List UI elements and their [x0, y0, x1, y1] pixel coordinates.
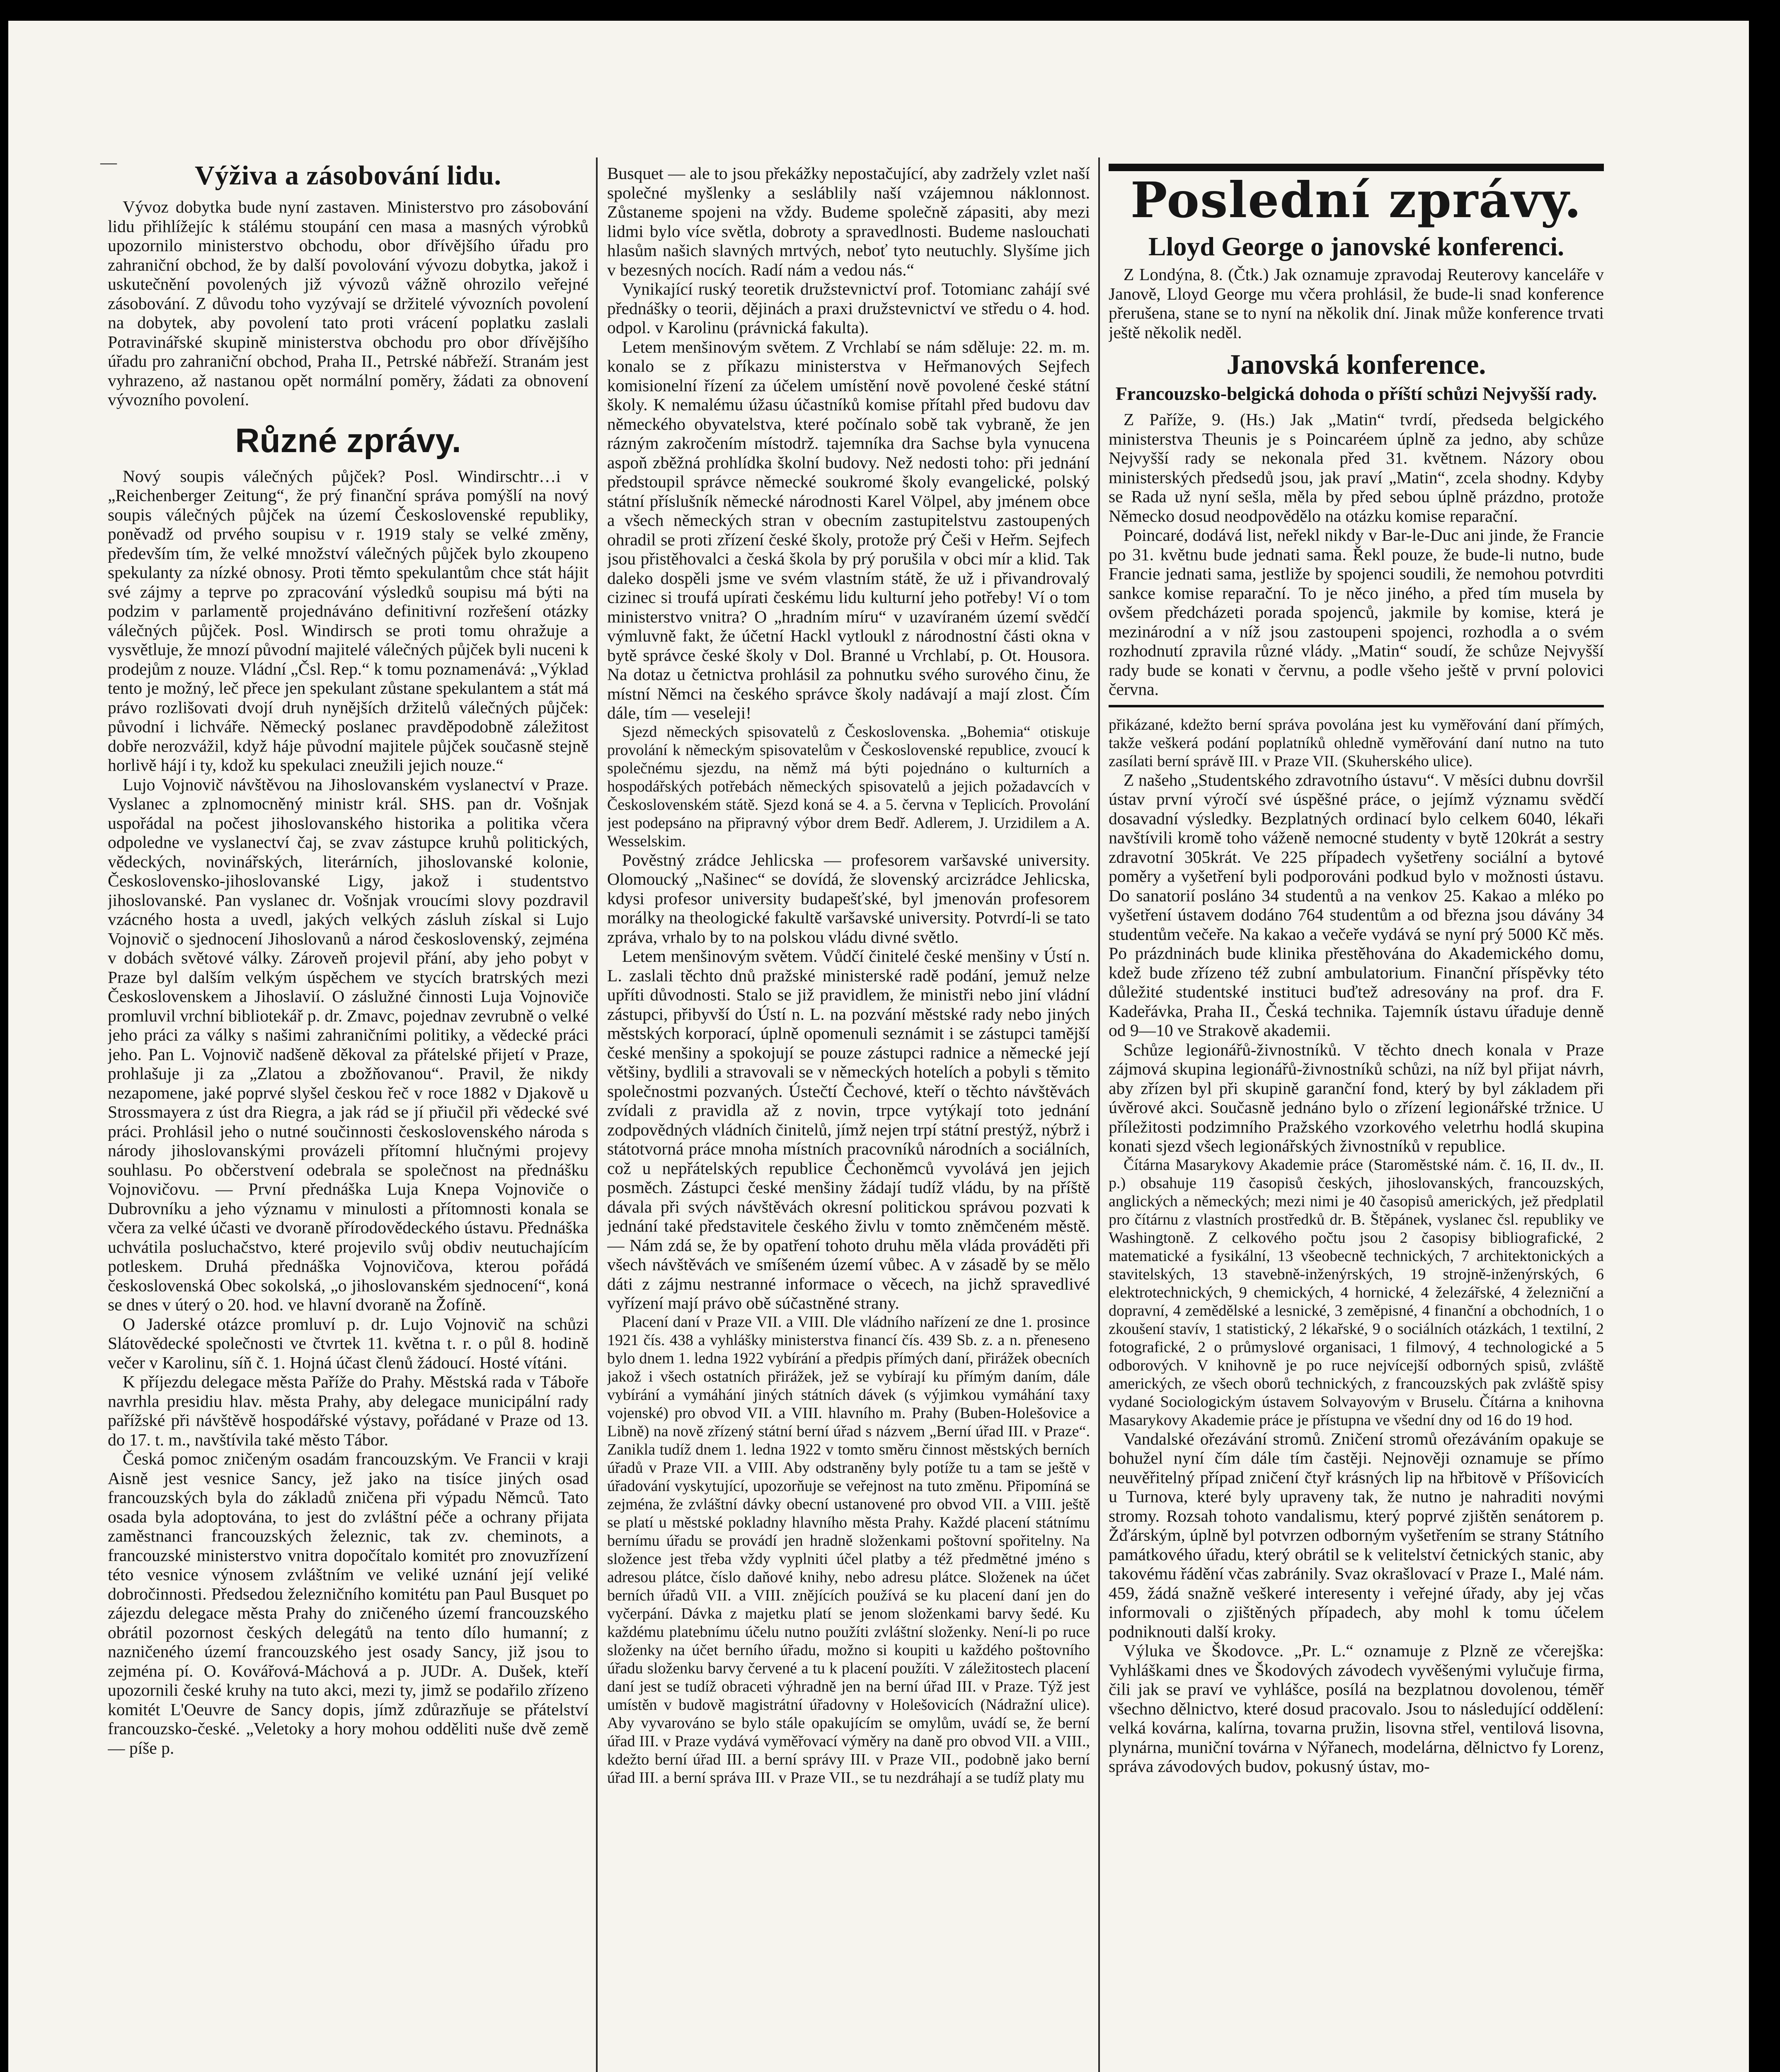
article-vyluka-skodovka: Výluka ve Škodovce. „Pr. L.“ oznamuje z Plzně ze včerejška: Vyhláškami dnes ve Škodových závodech vyvěšenými vylučuje firma, čili jak se praví ve vyhlášce, posílá na bezplatnou dovolenou, téměř všechno dělnictvo, které dosud pracovalo. Jsou to následující oddělení: velká kovárna, kalírna, tovarna pružin, lisovna střel, ventilová lisovna, plynárna, muniční továrna v Nýřanech, modelárna, dělnictvo fy Lorenz, správa závodových budov, pokusný ústav, mo- — [1109, 1641, 1604, 1776]
article-vyvoz-dobytka: Vývoz dobytka bude nyní zastaven. Ministerstvo pro zásobování lidu přihlížejíc k stálému stoupání cen masa a masných výrobků upozornilo ministerstvo obchodu, obor dřívějšího úřadu pro zahraniční obchod, že by další povolování vývozu dobytka, jakož i uskutečnění povolených již vývozů vážně ohrozilo veřejné zásobování. Z důvodu toho vyzývají se držitelé vývozních povolení na dobytek, aby povolení tato proti vrácení poplatku zaslali Potravinářské skupině ministerstva obchodu pro obor dřívějšího úřadu pro zahraniční obchod, Praha II., Petrské nábřeží. Stranám jest vyhrazeno, až nastanou opět normální poměry, žádati za obnovení vývozního povolení. — [108, 197, 588, 409]
article-totomianc: Vynikající ruský teoretik družstevnictví prof. Totomianc zahájí své přednášky o teorii, dějinách a praxi družstevnictví ve středu o 4. hod. odpol. v Karolinu (právnická fakulta). — [607, 279, 1090, 337]
column-3 — [1109, 164, 1604, 2072]
article-usti: Letem menšinovým světem. Vůdčí činitelé české menšiny v Ústí n. L. zaslali těchto dnů pražské ministerské radě podání, jemuž nelze upříti důvodnosti. Stalo se již pravidlem, že ministři nebo jiní vládní zástupci, přibyvší do Ústí n. L. na pozvání městské rady nebo jiných městských korporací, úplně opomenuli seznámit i se zástupci tamější české menšiny a spokojují se pouze zástupci radnice a německé její většiny, bydlili a stravovali se v německých hotelích a pobyli s těmito společnostmi pozvaných. Ústečtí Čechové, kteří o těchto návštěvách zvídali z pravidla až z novin, trpce vytýkají toto jednání zodpovědných vládních činitelů, jímž nejen trpí státní prestýž, nýbrž i státotvorná práce mnoha místních pracovníků národních a sociálních, což u nepřátelských republice Čechoněmců vyvolává jen jejich posměch. Zástupci české menšiny žádají tudíž vládu, by na příště dávala při svých návštěvách okresní politickou správou pozvati k jednání také představitele českého živlu v tomto zněmčeném městě. — Nám zdá se, že by opatření tohoto druhu měla vláda prováděti při všech návštěvách ve smíšeném území vůbec. A v zásadě by se mělo dáti z zájmu nestranné informace o věcech, na jichž spravedlivé vyřízení mají právo obě súčastněné strany. — [607, 946, 1090, 1312]
column-rule-2 — [1098, 157, 1100, 2072]
article-citarna: Čítárna Masarykovy Akademie práce (Staroměstské nám. č. 16, II. dv., II. p.) obsahuje 119 časopisů českých, jihoslovanských, francouzských, anglických a německých; mezi nimi je 40 časopisů amerických, jež předplatil pro čítárnu z vlastních prostředků dr. B. Štěpánek, vyslanec čsl. republiky ve Washingtoně. Z celkového počtu jsou 2 časopisy bibliografické, 2 matematické a fysikální, 13 všeobecně technických, 7 architektonických a stavitelských, 13 stavebně-inženýrských, 19 strojně-inženýrských, 6 elektrotechnických, 9 chemických, 4 hornické, 4 železářské, 4 železniční a dopravní, 4 zemědělské a lesnické, 3 zeměpisné, 4 finanční a obchodních, 1 o zkoušení stavív, 1 statistický, 2 lékařské, 9 o sociálních otázkách, 1 textilní, 2 fotografické, 2 o průmyslové organisaci, 1 filmový, 4 technologické a 5 odborových. V knihovně je po ruce nejvícejší odborných spisů, zvláště amerických, ze všech oborů technických, z francouzských pak zvláště spisy vydané Sociologickým ústavem Solvayovým v Bruselu. Čítárna a knihovna Masarykovy Akademie práce je přístupna ve všední dny od 16 do 19 hod. — [1109, 1156, 1604, 1429]
article-jehlicska: Pověstný zrádce Jehlicska — profesorem varšavské university. Olomoucký „Našinec“ se dovídá, že slovenský arcizrádce Jehlicska, kdysi profesor university budapešťské, byl jmenován profesorem morálky na theologické fakultě varšavské university. Potvrdí-li se tato zpráva, vrhalo by to na polskou vládu divné světlo. — [607, 850, 1090, 946]
article-ceska-pomoc: Česká pomoc zničeným osadám francouzským. Ve Francii v kraji Aisně jest vesnice Sancy, jež jako na tisíce jiných osad francouzských byla do základů zničena při výpadu Němců. Tato osada byla adoptována, to jest do zvláštní péče a ochrany přijata zaměstnanci francouzských železnic, tak zv. cheminots, a francouzské ministerstvo vnitra dopočítalo komitét pro znovuzřízení této vesnice výnosem zvláštním ve veliké uznání její veliké dobročinnosti. Předsedou železničního komitétu pan Paul Busquet po zájezdu delegace města Prahy do zničeného území francouzského obrátil pozornost českých delegátů na tento dílo humanní; z nazničeného území francouzského jest osady Sancy, již jsou to zejména pí. O. Kovářová-Máchová a p. JUDr. A. Dušek, kteří upozornili české kruhy na tuto akci, mezi ty, jimž se podařilo zřízeno komitét L'Oeuvre de Sancy dopis, jímž zdůrazňuje se přátelství francouzsko-české. „Veletoky a hory mohou odděliti nuše dvě země — píše p. — [108, 1449, 588, 1757]
article-jaderska-otazka: O Jaderské otázce promluví p. dr. Lujo Vojnovič na schůzi Slátovědecké společnosti ve čtvrtek 11. května t. r. o půl 8. hodině večer v Karolinu, síň č. 1. Hojná účast členů žádoucí. Hosté vítáni. — [108, 1314, 588, 1372]
article-sjezd-spisovatelu: Sjezd německých spisovatelů z Československa. „Bohemia“ otiskuje provolání k německým spisovatelům v Československé republice, zvoucí k společnému sjezdu, na němž má býti pojednáno o kulturních a hospodářských potřebách německých spisovatelů a jejich požadavcích v Československém státě. Sjezd koná se 4. a 5. června v Teplicích. Provolání jest podepsáno na připravný výbor drem Bedř. Adlerem, J. Urzidilem a A. Wesselskim. — [607, 723, 1090, 850]
section-divider — [1109, 705, 1604, 707]
article-busquet-cont: Busquet — ale to jsou překážky nepostačující, aby zadržely vzlet naší společné myšlenky a sesláblily naší vzájemnou náklonnost. Zůstaneme spojeni na vždy. Budeme společně zápasiti, aby mezi lidmi bylo více světla, dobroty a spravedlnosti. Budeme naslouchati hlasům našich slavných mrtvých, neboť tyto neutuchly. Slyšíme jich v bezesných nocích. Radí nám a vedou nás.“ — [607, 164, 1090, 279]
heading-posledni-zpravy: Poslední zprávy. — [1130, 171, 1582, 229]
article-delegace-parize: K příjezdu delegace města Paříže do Prahy. Městská rada v Táboře navrhla presidiu hlav. města Prahy, aby delegace municipální rady pařížské při návštěvě hospodářské výstavy, pořádané v Praze od 13. do 17. t. m., navštívila také město Tábor. — [108, 1372, 588, 1449]
column-rule-1 — [596, 157, 598, 2072]
article-vojnovic: Lujo Vojnovič návštěvou na Jihoslovanském vyslanectví v Praze. Vyslanec a zplnomocněný ministr král. SHS. pan dr. Vošnjak uspořádal na počest jihoslovanského historika a politika včera odpoledne ve vyslanectví čaj, se zvav zástupce kruhů politických, vědeckých, novinářských, literárních, jihoslovanské kolonie, Československo-jihoslovanské Ligy, jakož i studentstvo jihoslovanské. Pan vyslanec dr. Vošnjak vroucími slovy pozdravil vzácného hosta a uvedl, jakých velkých zásluh získal si Lujo Vojnovič o sjednocení Jihoslovanů a národ československý, zejména v dobách světové války. Zároveň projevil přání, aby jeho pobyt v Praze byl dalším velkým úspěchem ve stycích bratrských mezi Československem a Jihoslavií. O záslužné činnosti Luja Vojnoviče promluvil vrchní bibliotekář p. dr. Zmavc, pojednav zevrubně o velké jeho práci za války s našimi zahraničními politiky, a vědecké práci jeho. Pan L. Vojnovič nadšeně děkoval za přátelské přijetí v Praze, prohlašuje ji za „Zlatou a zbožňovanou“. Pravil, že nikdy nezapomene, jaké poprvé slyšel českou řeč v roce 1882 v Djakově u Strossmayera z úst dra Riegra, a jak rád se jí přiučil při vědecké své práci. Prohlásil jeho o nutné součinnosti československého národa s národy jihoslovanskými provázeli přítomní hlučnými projevy souhlasu. Po občerstvení odebrala se společnost na přednášku Vojnovičovu. — První přednáška Luja Knepa Vojnoviče o Dubrovníku a jeho významu v minulosti a přítomnosti konala se včera za velké účasti ve dvoraně přírodovědeckého ústavu. Přednáška uchvátila posluchačstvo, které projevilo svůj obdiv neutuchajícím potleskem. Druhá přednáška Vojnovičova, kterou pořádá československá Obec sokolská, „o jihoslovanském sjednocení“, koná se dnes v úterý o 20. hod. ve hlavní dvoraně na Žofíně. — [108, 775, 588, 1314]
article-pariz: Z Paříže, 9. (Hs.) Jak „Matin“ tvrdí, předseda belgického ministerstva Theunis je s Poincaréem úplně za jedno, aby schůze Nejvyšší rady se nekonala před 31. květnem. Názory obou ministerských předsedů jsou, jak praví „Matin“, zcela shodny. Kdyby se Rada už nyní sešla, měla by před sebou úplně prázdno, protože Německo dosud neodpovědělo na otázku komise reparační. — [1109, 410, 1604, 525]
article-zdravotni-ustav: Z našeho „Studentského zdravotního ústavu“. V měsíci dubnu dovršil ústav první výročí své úspěšné práce, o jejímž významu svědčí dosavadní výsledky. Bezplatných ordinací bylo celkem 6040, lékaři navštívili kromě toho váženě nemocné studenty v bytě 120krát a sestry zdravotní 305krát. Ve 225 případech vyšetřeny sociální a bytové poměry a vyšetření byli podporováni podkud bylo v možnosti ústavu. Do sanatorií posláno 34 studentů a na venkov 25. Kakao a mléko po vyšetření ústavem dodáno 764 studentům a od března jsou dávány 34 studentům večeře. Na kakao a večeře vydává se nyní prý 5000 Kč měs. Po prázdninách bude klinika přestěhována do Akademického domu, kdež bude zřízeno též zubní ambulatorium. Finanční příspěvky této důležité studentské instituci buďtež adresovány na prof. dra F. Kadeřávka, Praha II., Česká technika. Tajemník ústavu úřaduje denně od 9—10 ve Strakově akademii. — [1109, 770, 1604, 1040]
article-poincare: Poincaré, dodává list, neřekl nikdy v Bar-le-Duc ani jinde, že Francie po 31. květnu bude jednati sama. Řekl pouze, že bude-li nutno, bude Francie jednati sama, jestliže by spojenci soudili, že nemohou potvrditi sankce komise reparační. To je něco jiného, a před tím musela by ovšem předcházeti porada spojenců, jakmile by komise, která je mezinárodní a v níž jsou zastoupeni spojenci, rozhodla a o svém rozhodnutí zpravila různé vlády. „Matin“ soudí, že schůze Nejvyšší rady bude se konati v červnu, a podle všeho ještě v první polovici června. — [1109, 525, 1604, 699]
article-legionari: Schůze legionářů-živnostníků. V těchto dnech konala v Praze zájmová skupina legionářů-živnostníků schůzi, na níž byl přijat návrh, aby zřízen byl při skupině garanční fond, který by byl základem při úvěrové akci. Současně jednáno bylo o zřízení legionářské tržnice. U příležitosti podzimního Pražského vzorkového veletrhu hodlá skupina konati sjezd všech legionářských živnostníků v republice. — [1109, 1040, 1604, 1155]
article-vandalske-orezavani: Vandalské ořezávání stromů. Zničení stromů ořezáváním opakuje se bohužel nyní čím dále tím častěji. Nejnověji oznamuje se přímo neuvěřitelný případ zničení čtyř krásných lip na hřbitově v Příšovicích u Turnova, které byly upraveny tak, že nutno je nahraditi novými stromy. Rozsah tohoto vandalismu, který poprvé zjištěn senátorem p. Žďárským, úplně byl potvrzen odborným vyšetřením se strany Státního památkového úřadu, který obrátil se k velitelství četnických stanic, aby takovému řádění včas zabránily. Svaz okrašlovací v Praze I., Malé nám. 459, žádá snažně veškeré interesenty i veřejné úřady, aby jej včas informovali o zjištěných případech, aby mohl k tomu účelem podniknouti další kroky. — [1109, 1429, 1604, 1641]
column-2 — [607, 164, 1090, 2072]
latest-news-box — [1109, 164, 1604, 707]
column-1 — [108, 157, 588, 2072]
article-placeni-dani: Placení daní v Praze VII. a VIII. Dle vládního nařízení ze dne 1. prosince 1921 čís. 438 a vyhlášky ministerstva financí čís. 439 Sb. z. a n. přeneseno bylo dnem 1. ledna 1922 vybírání a předpis přímých daní, přirážek obecních jakož i všech ostatních přirážek, jež se vybírají ku přímým daním, dále vybírání a vymáhání jiných státních dávek (s výjimkou vymáhání taxy vojenské) pro obvod VII. a VIII. hlavního m. Prahy (Buben-Holešovice a Libně) na nově zřízený státní berní úřad s názvem „Berní úřad III. v Praze“. Zanikla tudíž dnem 1. ledna 1922 v tomto směru činnost městských berních úřadů v Praze VII. a VIII. Aby odstraněny byly potíže tu a tam se ještě v úřadování vyskytující, upozorňuje se veřejnost na tuto změnu. Připomíná se zejména, že zvláštní dávky obecní ustanovené pro obvod VII. a VIII. ještě se platí u městské pokladny hlavního města Prahy. Každé placení státnímu bernímu úřadu se provádí jen hradně složenkami poštovní spořitelny. Na složence jest třeba vždy vyplniti účel platby a též předmětné jméno s adresou plátce, číslo daňové knihy, nebo adresu plátce. Složenek na účet berních úřadů VII. a VIII. znějících používá se ku placení daní jen do vyčerpání. Dávka z majetku platí se jenom složenkami barvy šedé. Ku každému platebnímu účelu nutno použíti zvláštní složenky. Není-li po ruce složenky na účet berního úřadu, možno si koupiti u každého poštovního úřadu složenku barvy červené a tu k placení použíti. V záležitostech placení daní jest se tudíž obraceti výhradně jen na berní úřad III. v Praze. Týž jest umístěn v budově magistrátní úřadovny v Holešovicích (Nádražní ulice). Aby vyvarováno se bylo stále opakujícím se omylům, uvádí se, že berní úřad III. v Praze vydává vyměřovací výměry na daně pro obvod VII. a VIII., kdežto berní úřad III. a berní správy III. v Praze VII., podobně jako berní úřad III. a berní správa III. v Praze VII., se tu nezdráhají a se tudíž platy mu — [607, 1313, 1090, 1786]
article-berni-sprava-cont: přikázané, kdežto berní správa povolána jest ku vyměřování daní přímých, takže veškerá podání poplatníků ohledně vyměřování daní nutno na tuto zasílati berní správě III. v Praze VII. (Skuherského ulice). — [1109, 716, 1604, 770]
heading-janovska-konference: Janovská konference. — [1226, 349, 1486, 380]
subheading-janovska: Francouzsko-belgická dohoda o příští schůzi Nejvyšší rady. — [1115, 383, 1597, 404]
heading-vyziva: Výživa a zásobování lidu. — [194, 160, 502, 191]
margin-mark: — — [100, 153, 117, 172]
heading-lloyd-george: Lloyd George o janovské konferenci. — [1148, 232, 1564, 261]
article-londyn: Z Londýna, 8. (Čtk.) Jak oznamuje zpravodaj Reuterovy kanceláře v Janově, Lloyd George mu včera prohlásil, že bude-li snad konference přerušena, stane se to nyní na několik dní. Jinak může konference trvati ještě několik neděl. — [1109, 265, 1604, 342]
article-vrchlabi: Letem menšinovým světem. Z Vrchlabí se nám sděluje: 22. m. m. konalo se z příkazu ministerstva v Heřmanových Sejfech komisionelní řízení za účelem umístění nově povolené české státní školy. K nemalému úžasu účastníků komise přítahl před budovu dav německého obyvatelstva, které počínalo sobě tak vybraně, že jen rázným zakročením místodrž. tajemníka dra Sachse byla vynucena aspoň zběžná prohlídka školní budovy. Než nedosti toho: při jednání předstoupil správce německé soukromé školy evangelické, polský státní příslušník německé národnosti Karel Völpel, aby jménem obce a všech německých stran v obecním zastupitelstvu zastoupených ohradil se proti zřízení české školy, protože prý Češi v Heřm. Sejfech jsou přistěhovalci a česká škola by prý porušila v obci mír a klid. Tak daleko dospěli jsme ve svém vlastním státě, že už i přivandrovalý cizinec si troufá upírati českému lidu kulturní jeho potřeby! Ví o tom ministerstvo vnitra? O „hradním míru“ v uzavíraném území svědčí výmluvně fakt, že účetní Hackl vytloukl z národnostní části okna v bytě správce české školy v Dol. Branné u Vrchlabí, p. Ot. Housora. Na dotaz u četnictva prohlásil za pohnutku svého surového činu, že místní Němci na českého správce školy nadávají a mají zlost. Čím dále, tím — veseleji! — [607, 337, 1090, 722]
article-valecne-pujcky: Nový soupis válečných půjček? Posl. Windirschtr…i v „Reichenberger Zeitung“, že prý finanční správa pomýšlí na nový soupis válečných půjček na území Československé republiky, poněvadž od prvého soupisu v r. 1919 staly se velké změny, především tím, že velké množství válečných půjček bylo zkoupeno spekulanty za nízké obnosy. Proti těmto spekulantům chce stát hájit své zájmy a teprve po zpracování výsledků soupisu má býti na podzim v parlamentě projednáváno definitivní rozřešení otázky válečných půjček. Posl. Windirsch se proti tomu ohražuje a vysvětluje, že mnozí původní majitelé válečných půjček byli nuceni k prodejům z nouze. Vládní „Čsl. Rep.“ k tomu poznamenává: „Výklad tento je možný, leč přece jen spekulant zůstane spekulantem a stát má právo rozlišovati dvojí druh nynějších držitelů válečných půjček: původní i lichváře. Německý poslanec pravděpodobně záležitost dobře nerozvážil, když háje původní majitele půjček současně stejně horlivě hájí i ty, kdož ku spekulaci zneužili jejich nouze.“ — [108, 466, 588, 775]
newspaper-page — [8, 21, 1749, 2072]
heading-ruzne-zpravy: Různé zprávy. — [235, 421, 461, 460]
